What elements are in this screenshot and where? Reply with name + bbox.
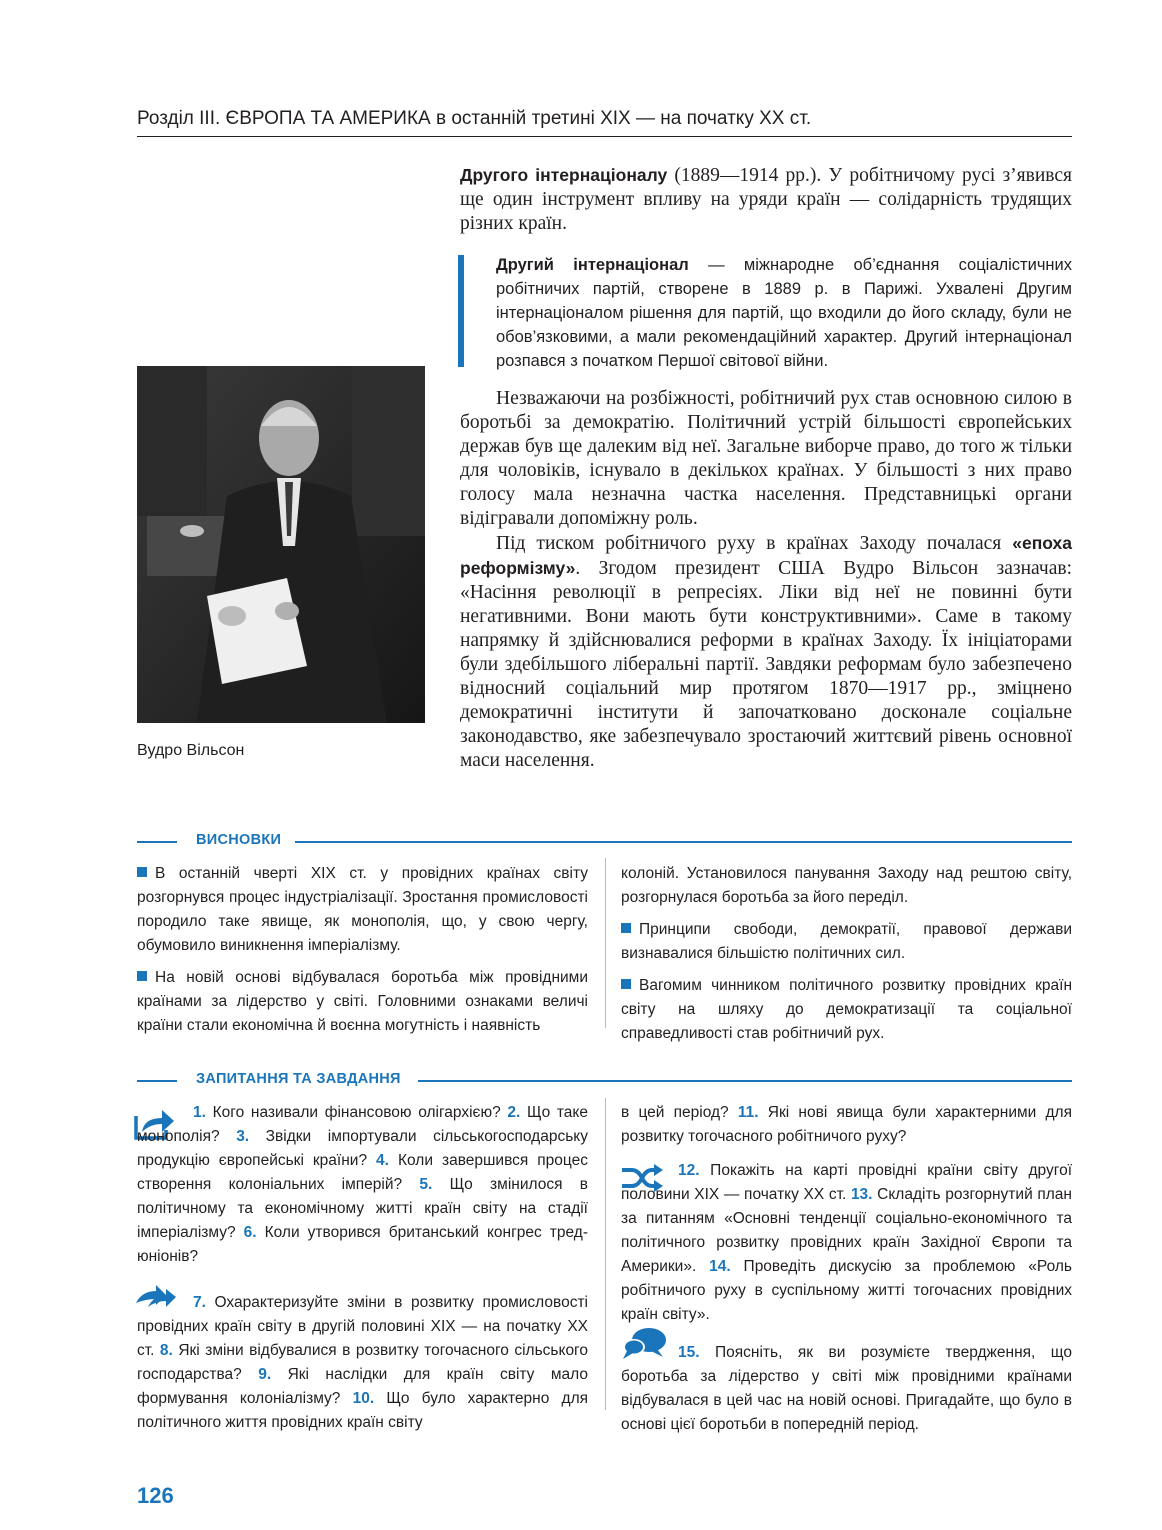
- definition-bar: [458, 255, 464, 367]
- question-number: 15.: [678, 1344, 700, 1361]
- column-divider: [605, 1098, 606, 1410]
- conclusion-item-3: [621, 918, 1072, 966]
- conclusion-item-1: [137, 862, 588, 958]
- portrait-photo: [137, 366, 425, 723]
- body-p2-bold: «епоха реформізму»: [460, 533, 1072, 578]
- questions-left-column: [137, 1101, 588, 1443]
- question-text: Які наслідки для країн світу мало формування колоніалізму?: [137, 1366, 588, 1407]
- conclusions-rule-left: [137, 841, 177, 843]
- question-group-4: [621, 1341, 1072, 1437]
- intro-bold-term: Другого інтернаціоналу: [460, 165, 668, 185]
- square-bullet-icon: [137, 971, 147, 981]
- body-p2-start: Під тиском робітничого руху в країнах Заходу почалася: [496, 533, 1013, 554]
- questions-header: [137, 1069, 1072, 1093]
- conclusions-right-column: [621, 862, 1072, 1054]
- question-number: 14.: [709, 1258, 731, 1275]
- question-text: Складіть розгорнутий план за питанням «Основні тенденції соціально-економічного та політичного розвитку провідних країн Західної Європи та Америки».: [621, 1186, 1072, 1275]
- question-number: 7.: [193, 1294, 206, 1311]
- conclusion-item-2-cont: колоній. Установилося панування Заходу над рештою світу, розгорнулася боротьба за його переділ.: [621, 865, 1072, 906]
- square-bullet-icon: [621, 979, 631, 989]
- questions-rule-right: [418, 1080, 1072, 1082]
- question-number: 5.: [419, 1176, 433, 1193]
- main-body-text: [460, 387, 1072, 773]
- conclusion-text-3: Принципи свободи, демократії, правової держави визнавалися більшістю політичних сил.: [621, 921, 1072, 962]
- question-group-2: [137, 1291, 588, 1435]
- definition-text: — міжнародне об’єднання соціалістичних робітничих партій, створене в 1889 р. в Парижі. Ухвалені Другим інтернаціоналом рішення для партій, що входили до його складу, були не обов’язковими, а мали рекомендаційний характер. Другий інтернаціонал розпався з початком Першої світової війни.: [496, 256, 1073, 370]
- square-bullet-icon: [137, 867, 147, 877]
- question-number: 10.: [352, 1390, 375, 1407]
- conclusion-item-4: [621, 974, 1072, 1046]
- question-number: 12.: [678, 1162, 700, 1179]
- definition-box: [496, 253, 1072, 373]
- question-text: Поясніть, як ви розумієте твердження, що боротьба за лідерство у світі між провідними країнами відбувалася в цей час на новій основі. Пригадайте, що було в основі цієї боротьби в попередній період.: [621, 1344, 1072, 1433]
- intro-text: (1889—1914 рр.). У робітничому русі з’явився ще один інструмент впливу на уряди країн — солідарність трудящих різних країн.: [460, 165, 1072, 234]
- conclusions-title: ВИСНОВКИ: [196, 832, 282, 848]
- body-p2-end: . Згодом президент США Вудро Вільсон зазначав: «Насіння революції в репресіях. Ліки від неї не повинні бути негативними. Вони мають бути конструктивними». Саме в такому напрямку й здійснювалися реформи в країнах Заходу. Їх ініціаторами були здебільшого ліберальні партії. Завдяки реформам було забезпечено відносний соціальний мир протягом 1870—1917 рр., зміцнено демократичні інститути й започатковано досконале соціальне законодавство, яке забезпечувало зростаючий життєвий рівень основної маси населення.: [460, 558, 1072, 771]
- question-text: Що змінилося в політичному та економічному житті країн світу на стадії імперіалізму?: [137, 1176, 588, 1241]
- page-number: 126: [137, 1483, 174, 1508]
- question-number: 4.: [376, 1152, 389, 1169]
- question-number: 9.: [258, 1366, 272, 1383]
- intro-paragraph: [460, 163, 1072, 236]
- question-text: Покажіть на карті провідні країни світу другої половини XIX — початку XX ст.: [621, 1162, 1072, 1203]
- question-text: Які нові явища були характерними для розвитку тогочасного робітничого руху?: [621, 1104, 1072, 1145]
- questions-rule-left: [137, 1080, 177, 1082]
- conclusion-text-4: Вагомим чинником політичного розвитку провідних країн світу на шляху до демократизації та соціальної справедливості став робітничий рух.: [621, 977, 1072, 1042]
- question-text: Звідки імпортували сільськогосподарську продукцію європейські країни?: [137, 1128, 588, 1169]
- question-text: Що таке монополія?: [137, 1104, 588, 1145]
- question-number: 2.: [507, 1104, 521, 1121]
- question-group-1: [137, 1101, 588, 1269]
- conclusion-text-2: На новій основі відбувалася боротьба між провідними країнами за лідерство у світі. Головними ознаками величі країни стали економічна й воєнна могутність і наявність: [137, 969, 588, 1034]
- questions-right-column: [621, 1101, 1072, 1445]
- question-text: Коли завершився процес створення колоніальних імперій?: [137, 1152, 588, 1193]
- question-number: 6.: [243, 1224, 257, 1241]
- conclusions-left-column: [137, 862, 588, 1046]
- question-number: 1.: [193, 1104, 206, 1121]
- question-text: Охарактеризуйте зміни в розвитку промисловості провідних країн світу в другій половині XIX — на початку XX ст.: [137, 1294, 588, 1359]
- question-text: Коли утворився британський конгрес тред-юніонів?: [137, 1224, 588, 1265]
- photo-caption: Вудро Вільсон: [137, 742, 245, 759]
- square-bullet-icon: [621, 923, 631, 933]
- question-text: Які зміни відбувалися в розвитку тогочасного сільського господарства?: [137, 1342, 588, 1383]
- column-divider: [605, 858, 606, 1028]
- conclusion-text-1: В останній чверті XIX ст. у провідних країнах світу розгорнувся процес індустріалізації. Зростання промисловості породило таке явище, як монополія, що, у свою чергу, обумовило виникнення імперіалізму.: [137, 865, 588, 954]
- question-text: в цей період?: [621, 1104, 738, 1121]
- question-number: 13.: [850, 1186, 873, 1203]
- header-rule: [137, 136, 1072, 137]
- body-paragraph-2: [460, 531, 1072, 773]
- portrait-illustration: [137, 366, 425, 723]
- definition-term: Другий інтернаціонал: [496, 256, 689, 274]
- question-number: 11.: [737, 1104, 759, 1121]
- question-group-3: [621, 1159, 1072, 1327]
- question-text: Кого називали фінансовою олігархією?: [205, 1104, 508, 1121]
- conclusions-header: [137, 830, 1072, 854]
- question-number: 8.: [159, 1342, 173, 1359]
- question-text: Проведіть дискусію за проблемою «Роль робітничого руху в суспільному житті тогочасних провідних країн світу».: [621, 1258, 1072, 1323]
- question-text: Що було характерно для політичного життя провідних країн світу: [137, 1390, 589, 1431]
- conclusions-rule-right: [295, 841, 1072, 843]
- question-group-2-cont: [621, 1101, 1072, 1149]
- question-number: 3.: [236, 1128, 250, 1145]
- conclusion-item-2: [137, 966, 588, 1038]
- body-paragraph-1: Незважаючи на розбіжності, робітничий рух став основною силою в боротьбі за демократію. Політичний устрій більшості європейських держав був ще далеким від неї. Загальне виборче право, до того ж тільки для чоловіків, існувало в декількох країнах. У більшості з них право голосу мала незначна частка населення. Представницькі органи відігравали допоміжну роль.: [460, 388, 1072, 529]
- questions-title: ЗАПИТАННЯ ТА ЗАВДАННЯ: [196, 1071, 401, 1087]
- running-head: Розділ ІІІ. ЄВРОПА ТА АМЕРИКА в останній третині XIX — на початку XX ст.: [137, 108, 812, 129]
